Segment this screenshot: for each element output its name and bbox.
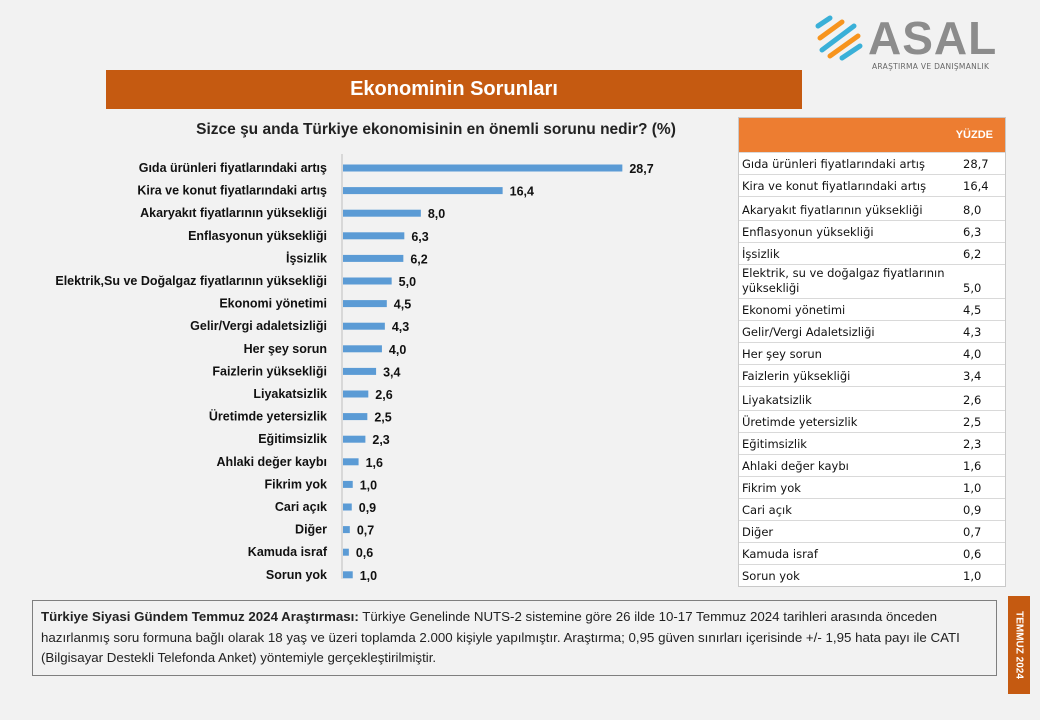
row-value: 0,7 [963,525,982,539]
table-row [739,410,1005,432]
table-row [739,220,1005,242]
date-tag [1008,596,1030,694]
row-value: 28,7 [963,157,989,171]
date-tag-label: TEMMUZ 2024 [1013,611,1025,679]
bar-chart [0,148,720,593]
category-label: Üretimde yetersizlik [208,409,327,424]
value-label: 0,7 [356,523,375,538]
bar [343,323,385,330]
table-row [739,454,1005,476]
value-label: 4,3 [391,320,410,335]
value-label: 8,0 [427,207,446,222]
row-label: Eğitimsizlik [742,437,807,451]
category-label: Ekonomi yönetimi [219,296,327,311]
value-label: 4,0 [388,342,407,357]
value-label: 0,9 [358,501,377,515]
category-label: Sorun yok [265,567,327,582]
row-label: Gelir/Vergi Adaletsizliği [742,325,875,339]
row-value: 2,3 [963,437,982,451]
bar [343,255,403,262]
row-value: 3,4 [963,369,982,383]
table-row [739,564,1005,586]
table-row [739,342,1005,364]
row-label: Fikrim yok [742,481,801,495]
bar [343,436,365,443]
value-label: 5,0 [398,275,417,289]
row-value: 5,0 [963,281,982,295]
row-label: Akaryakıt fiyatlarının yüksekliği [742,203,923,217]
row-value: 0,9 [963,503,982,517]
bar [343,345,382,352]
table-row [739,432,1005,454]
row-label: Kira ve konut fiyatlarındaki artış [742,179,927,193]
table-row [739,498,1005,520]
row-value: 2,5 [963,415,982,429]
percentage-table [738,117,1006,587]
value-label: 4,5 [393,297,412,312]
value-label: 2,3 [372,433,390,448]
category-label: Eğitimsizlik [258,432,327,447]
bar [343,571,353,578]
category-label: Diğer [295,522,327,537]
methodology-note [32,600,997,676]
row-value: 16,4 [963,179,989,193]
row-label: Diğer [742,525,774,539]
category-label: Kira ve konut fiyatlarındaki artış [137,183,327,198]
row-value: 1,0 [963,481,982,495]
value-label: 28,7 [629,162,654,176]
row-value: 1,0 [963,569,982,583]
table-row [739,196,1005,220]
table-row [739,364,1005,386]
bar [343,391,368,398]
value-label: 3,4 [383,365,401,380]
asal-logo [812,12,1002,72]
row-value: 4,5 [963,303,982,317]
bar [343,504,352,511]
row-label: Her şey sorun [742,347,822,361]
value-label: 6,3 [411,229,429,244]
category-label: Fikrim yok [264,477,327,492]
row-label: Ekonomi yönetimi [742,303,846,317]
category-label: Gelir/Vergi adaletsizliği [190,319,327,334]
value-label: 16,4 [509,184,534,199]
table-row [739,386,1005,410]
bar [343,232,404,239]
table-header [739,118,1005,152]
table-row [739,174,1005,196]
table-row [739,298,1005,320]
table-row [739,320,1005,342]
category-label: Gıda ürünleri fiyatlarındaki artış [138,161,327,175]
row-label: Enflasyonun yüksekliği [742,225,874,239]
bar [343,278,392,285]
table-row [739,152,1005,174]
page-title: Ekonominin Sorunları [106,70,802,109]
bar [343,300,387,307]
value-label: 1,0 [359,568,378,583]
row-label: Gıda ürünleri fiyatlarındaki artış [742,157,925,171]
row-label: Sorun yok [742,569,800,583]
bar [343,413,367,420]
category-label: Kamuda israf [247,545,327,560]
table-body [739,152,1005,586]
table-row [739,242,1005,264]
value-label: 0,6 [355,546,374,561]
logo-wordmark: ASAL [868,12,998,64]
table-row [739,476,1005,498]
table-header-label: YÜZDE [955,129,993,141]
row-label: Liyakatsizlik [742,393,812,407]
row-label: İşsizlik [742,247,780,261]
note-text: Türkiye Genelinde NUTS-2 sistemine göre 26 ilde 10-17 Temmuz 2024 tarihleri arasında önceden hazırlanmış soru formuna bağlı olarak 18 yaş ve üzeri toplamda 2.000 kişiyle yapılmıştır. Araştırma; 0,95 güven sınırları içerisinde +/- 1,95 hata payı ile CATI (Bilgisayar Destekli Telefonda Anket) yöntemiyle gerçekleştirilmiştir. [41,609,960,665]
row-value: 0,6 [963,547,982,561]
category-label: Enflasyonun yüksekliği [188,228,327,243]
value-label: 1,6 [365,455,383,470]
table-row [739,264,1005,298]
row-value: 8,0 [963,203,982,217]
bar [343,368,376,375]
category-label: Cari açık [274,500,327,514]
row-label: Cari açık [742,503,792,517]
row-label: Faizlerin yüksekliği [742,369,851,383]
bar [343,187,503,194]
value-label: 2,6 [375,388,393,402]
bar [343,458,359,465]
bar [343,165,622,172]
table-row [739,542,1005,564]
logo-subtitle: ARAŞTIRMA VE DANIŞMANLIK [872,62,990,71]
bar [343,549,349,556]
row-value: 6,3 [963,225,982,239]
table-row [739,520,1005,542]
category-label: Ahlaki değer kaybı [216,454,327,469]
row-label: Kamuda israf [742,547,818,561]
category-label: Elektrik,Su ve Doğalgaz fiyatlarının yüksekliği [55,274,327,288]
category-label: Her şey sorun [243,341,327,356]
row-value: 6,2 [963,247,982,261]
category-label: Faizlerin yüksekliği [212,364,327,379]
row-label: Elektrik, su ve doğalgaz fiyatlarının yüksekliği [742,266,945,295]
row-value: 1,6 [963,459,982,473]
bar [343,210,421,217]
bar [343,526,350,533]
chart-question: Sizce şu anda Türkiye ekonomisinin en önemli sorunu nedir? (%) [196,121,676,138]
row-value: 2,6 [963,393,982,407]
value-label: 1,0 [359,478,378,493]
bar [343,481,353,488]
note-title: Türkiye Siyasi Gündem Temmuz 2024 Araştırması: [41,609,359,624]
row-label: Ahlaki değer kaybı [742,459,849,473]
value-label: 2,5 [374,410,392,425]
row-label: Üretimde yetersizlik [742,415,858,429]
category-label: İşsizlik [286,251,327,266]
category-label: Akaryakıt fiyatlarının yüksekliği [140,206,327,221]
category-label: Liyakatsizlik [253,387,327,401]
row-value: 4,3 [963,325,982,339]
row-value: 4,0 [963,347,982,361]
logo-mark-icon [812,14,868,64]
value-label: 6,2 [410,252,428,267]
